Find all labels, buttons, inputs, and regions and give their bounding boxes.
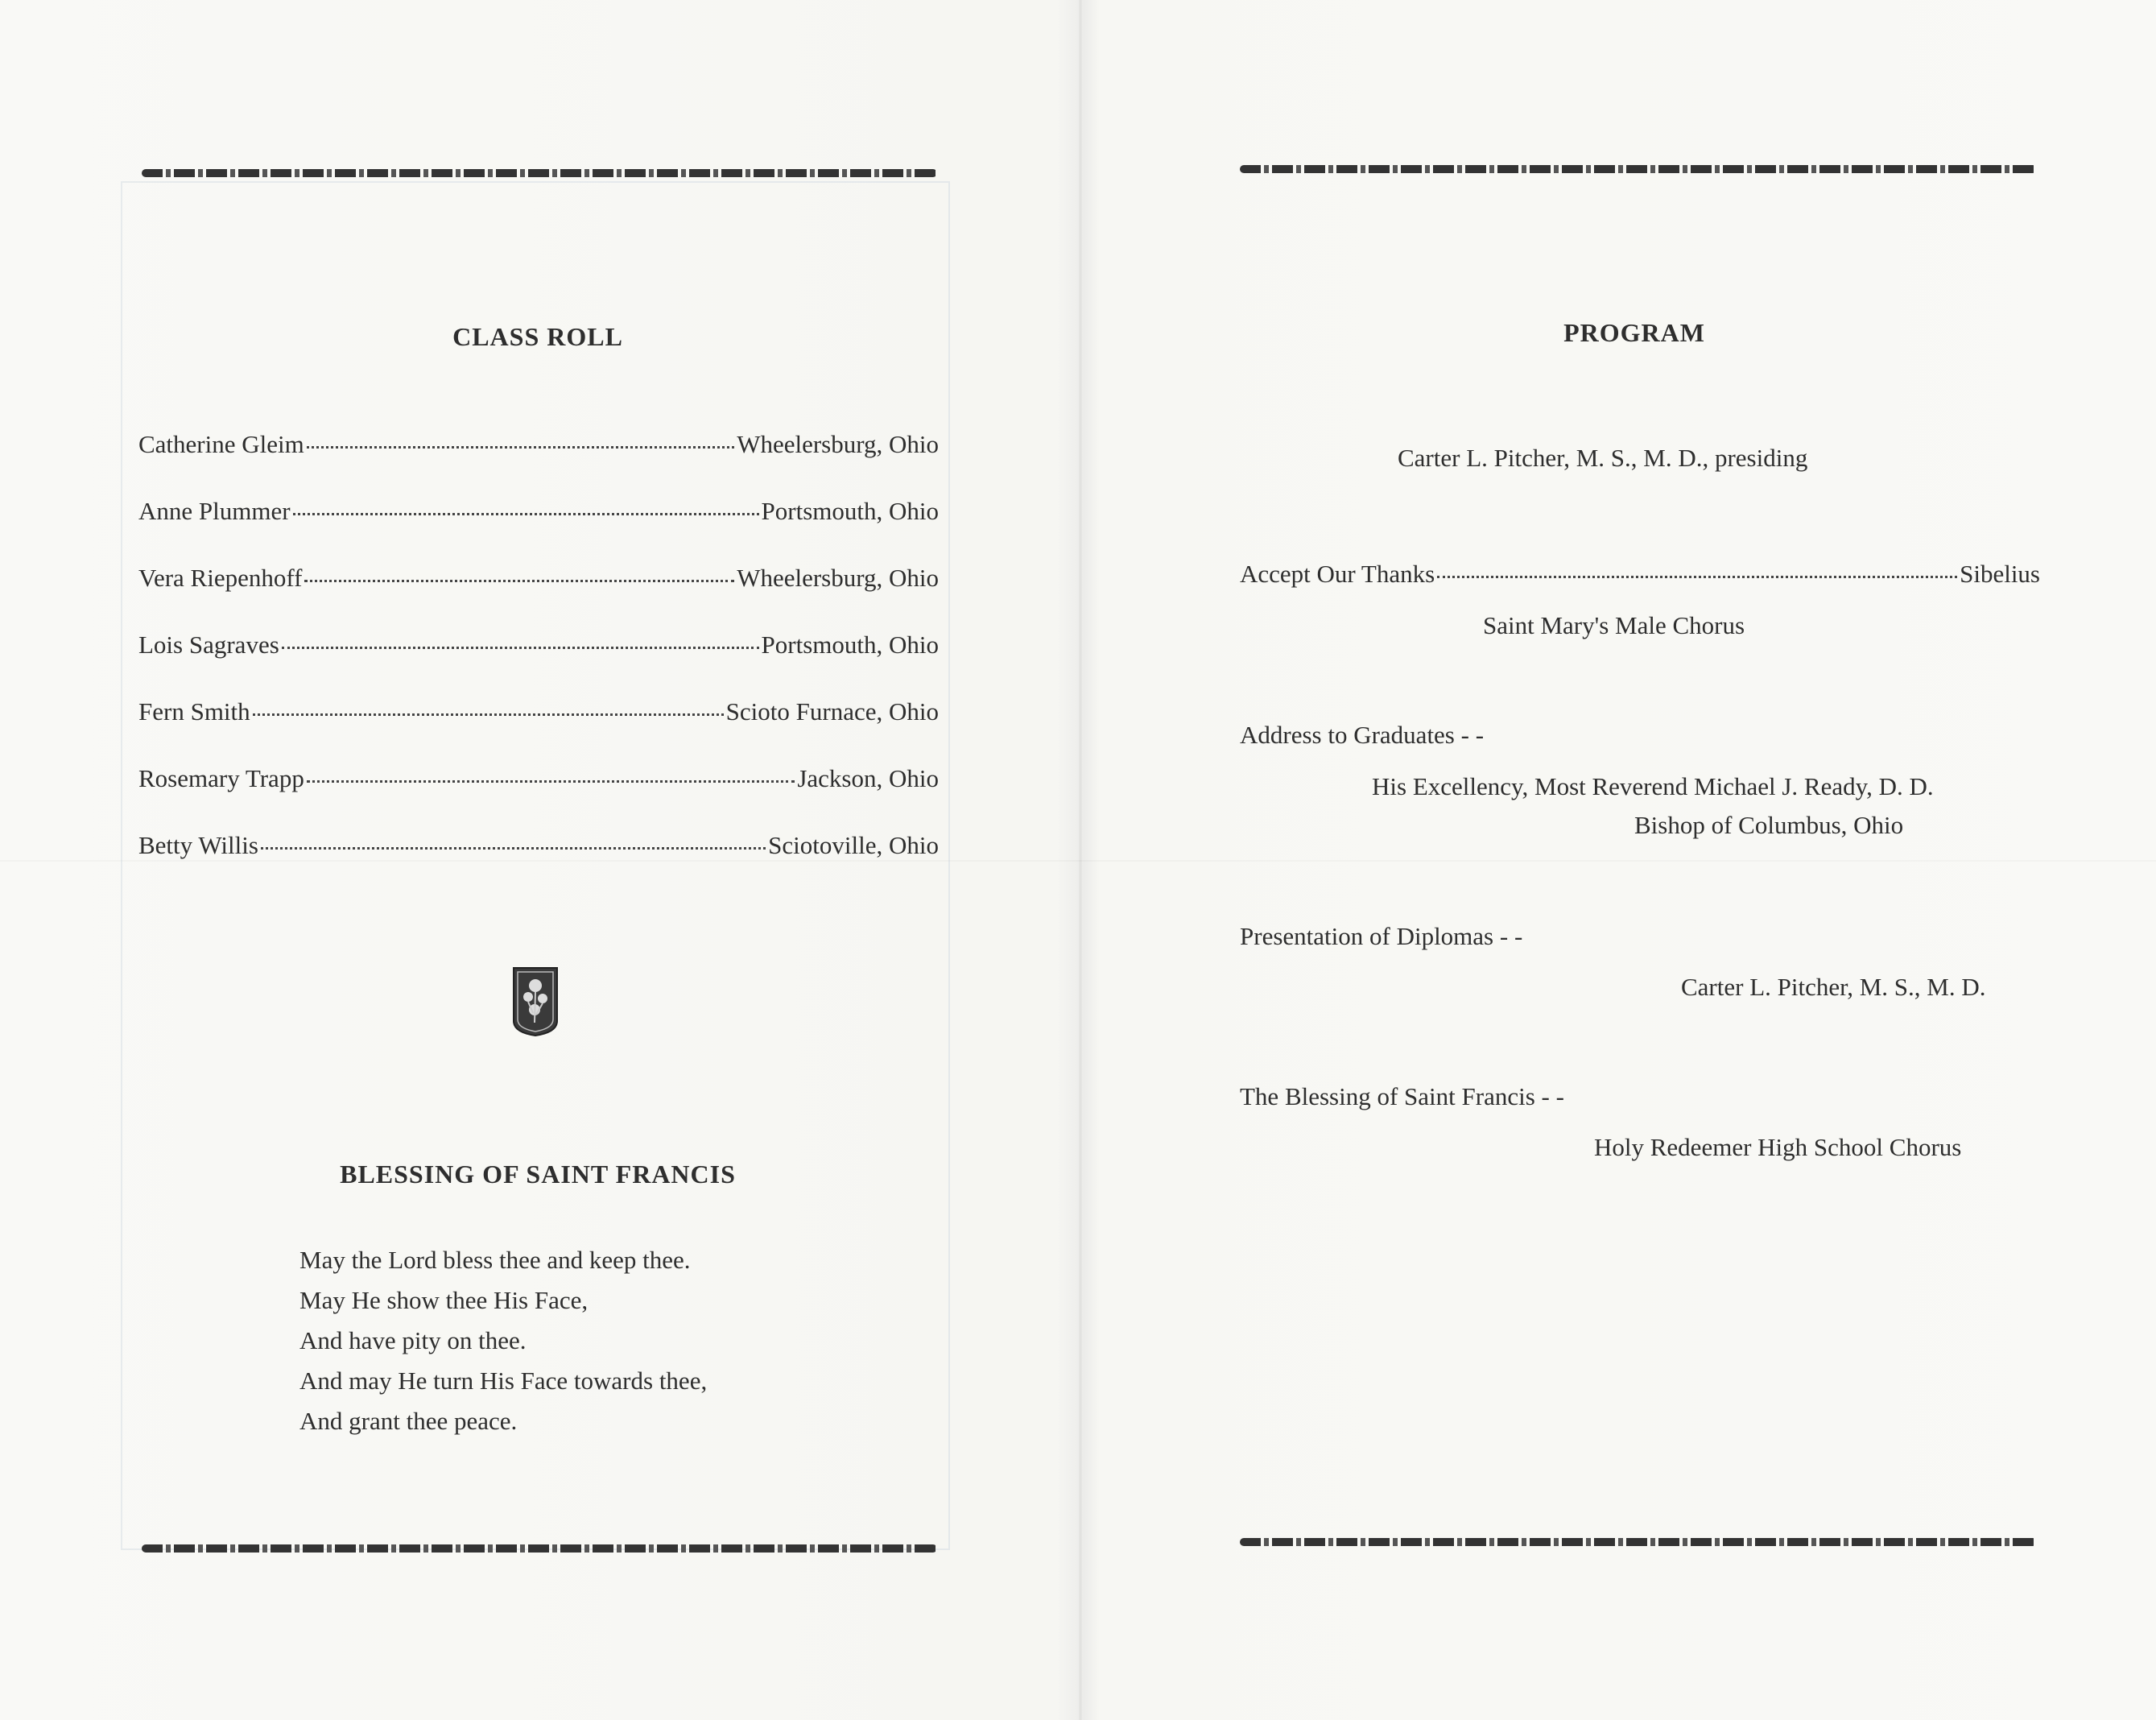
- blessing-performer: Holy Redeemer High School Chorus: [1594, 1133, 1962, 1161]
- rose-crest-icon: [510, 965, 560, 1037]
- dot-leader: [282, 647, 759, 649]
- class-roll-row: [138, 631, 939, 659]
- student-town: Wheelersburg, Ohio: [737, 564, 939, 592]
- right-bottom-ornament: [1240, 1538, 2037, 1546]
- dot-leader: [307, 780, 795, 783]
- class-roll-row: [138, 430, 939, 459]
- class-roll-row: [138, 697, 939, 726]
- class-roll-row: [138, 764, 939, 793]
- blessing-line: And may He turn His Face towards thee,: [299, 1366, 708, 1395]
- student-town: Wheelersburg, Ohio: [737, 430, 939, 458]
- dot-leader: [253, 713, 724, 716]
- address-speaker-title: Bishop of Columbus, Ohio: [1634, 811, 1904, 839]
- student-name: Anne Plummer: [138, 497, 291, 525]
- student-name: Lois Sagraves: [138, 631, 279, 659]
- student-town: Sciotoville, Ohio: [768, 831, 939, 859]
- blessing-line: And have pity on thee.: [299, 1326, 527, 1354]
- dot-leader: [307, 446, 734, 449]
- student-name: Rosemary Trapp: [138, 764, 304, 792]
- class-roll-row: [138, 564, 939, 593]
- student-name: Fern Smith: [138, 697, 250, 726]
- program-item-performer: Saint Mary's Male Chorus: [1483, 611, 1745, 639]
- dot-leader: [261, 847, 766, 850]
- program-item-diplomas: Presentation of Diplomas - -: [1240, 922, 1523, 950]
- class-roll-row: [138, 831, 939, 860]
- class-roll-row: [138, 497, 939, 526]
- blessing-line: And grant thee peace.: [299, 1407, 518, 1435]
- program-item-blessing: The Blessing of Saint Francis - -: [1240, 1082, 1564, 1110]
- program-item-address: Address to Graduates - -: [1240, 721, 1485, 749]
- diplomas-presenter: Carter L. Pitcher, M. S., M. D.: [1681, 973, 1986, 1001]
- blessing-text: [299, 1240, 707, 1441]
- student-name: Betty Willis: [138, 831, 258, 859]
- left-bottom-ornament: [142, 1544, 937, 1553]
- student-town: Portsmouth, Ohio: [761, 497, 939, 525]
- blessing-line: May the Lord bless thee and keep thee.: [299, 1246, 691, 1274]
- blessing-line: May He show thee His Face,: [299, 1286, 589, 1314]
- student-town: Scioto Furnace, Ohio: [725, 697, 939, 726]
- dot-leader: [293, 513, 759, 515]
- dot-leader: [304, 580, 734, 582]
- left-top-ornament: [142, 169, 937, 177]
- program-item-composer: Sibelius: [1960, 560, 2040, 588]
- program-item-accept: [1240, 560, 2040, 589]
- dot-leader: [1437, 576, 1957, 578]
- program-item-title: Accept Our Thanks: [1240, 560, 1435, 588]
- right-top-ornament: [1240, 165, 2037, 173]
- program-title: PROGRAM: [1563, 318, 1705, 347]
- class-roll-title: CLASS ROLL: [452, 322, 623, 351]
- blessing-title: BLESSING OF SAINT FRANCIS: [340, 1160, 736, 1189]
- student-town: Portsmouth, Ohio: [761, 631, 939, 659]
- presiding-line: Carter L. Pitcher, M. S., M. D., presiding: [1398, 444, 1808, 472]
- address-speaker: His Excellency, Most Reverend Michael J. Ready, D. D.: [1372, 772, 1934, 800]
- student-name: Catherine Gleim: [138, 430, 304, 458]
- student-name: Vera Riepenhoff: [138, 564, 303, 592]
- student-town: Jackson, Ohio: [797, 764, 939, 792]
